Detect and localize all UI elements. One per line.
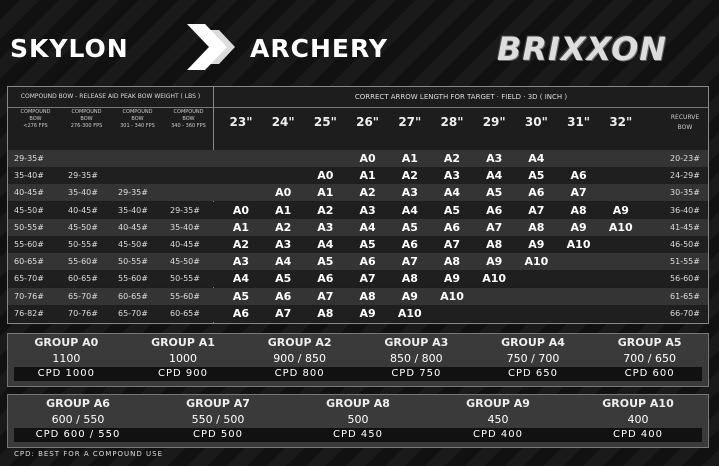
table-row — [8, 253, 708, 270]
group-spine: 850 / 800 — [389, 352, 443, 365]
bow-weight-cell: 65-70# — [118, 308, 148, 318]
group-cell: A6 — [275, 289, 292, 303]
group-cell: A0 — [232, 203, 250, 217]
group-cell: A4 — [232, 272, 250, 286]
group-cell: A9 — [443, 272, 461, 286]
group-cell: A3 — [443, 169, 461, 183]
group-cell: A10 — [397, 306, 422, 320]
header — [0, 0, 719, 86]
bow-weight-cell: 70-76# — [14, 291, 44, 301]
compound-header: COMPOUND BOW <276 FPS — [20, 109, 51, 129]
group-cell: A8 — [528, 220, 545, 234]
group-cell: A1 — [232, 220, 250, 234]
bow-weight-cell: 40-45# — [170, 240, 200, 249]
length-header: 24" — [271, 115, 295, 129]
bow-weight-cell: 65-70# — [68, 291, 98, 301]
group-cpd: CPD 800 — [274, 368, 325, 379]
group-cell: A8 — [486, 238, 503, 251]
table-row — [8, 305, 708, 322]
group-cell: A7 — [401, 255, 418, 269]
group-cpd: CPD 750 — [391, 368, 442, 379]
group-cell: A7 — [317, 289, 334, 303]
recurve-weight-cell: 20-23# — [670, 154, 700, 163]
group-cell: A8 — [443, 255, 461, 269]
bow-weight-cell: 35-40# — [14, 171, 44, 181]
length-header: 27" — [398, 115, 422, 129]
group-cell: A2 — [359, 186, 376, 200]
recurve-weight-cell: 30-35# — [670, 188, 700, 198]
compound-title: COMPOUND BOW - RELEASE AID PEAK BOW WEIGHT ( LBS ) — [8, 87, 213, 108]
group-cpd: CPD 600 — [624, 368, 675, 379]
group-cell: A6 — [486, 203, 503, 217]
groups-section-top — [7, 333, 709, 387]
group-cell: A4 — [528, 152, 545, 165]
group-cell: A0 — [317, 169, 334, 183]
bow-weight-cell: 55-60# — [170, 291, 200, 301]
group-name: GROUP A6 — [46, 397, 110, 410]
group-cell: A9 — [528, 238, 545, 251]
group-cell: A2 — [317, 203, 334, 217]
group-cell: A6 — [232, 306, 250, 320]
recurve-weight-cell: 36-40# — [670, 205, 700, 215]
target-title: CORRECT ARROW LENGTH FOR TARGET · FIELD · 3D ( INCH ) — [214, 87, 708, 108]
group-spine: 1000 — [168, 352, 197, 365]
bow-weight-cell: 50-55# — [14, 222, 44, 232]
group-name: GROUP A4 — [501, 336, 565, 349]
group-spine: 450 — [487, 413, 509, 426]
brand-skylon: SKYLON — [10, 34, 129, 63]
bow-weight-cell: 60-65# — [170, 308, 200, 318]
recurve-weight-cell: 24-29# — [670, 171, 700, 181]
group-cell: A0 — [359, 152, 376, 165]
footnote: CPD: BEST FOR A COMPOUND USE — [14, 450, 164, 458]
bow-weight-cell: 60-65# — [14, 257, 44, 267]
bow-weight-cell: 55-60# — [14, 240, 44, 249]
recurve-weight-cell: 56-60# — [670, 274, 700, 284]
group-cell: A6 — [528, 186, 545, 200]
group-cell: A10 — [482, 272, 507, 286]
group-cell: A1 — [317, 186, 334, 200]
group-name: GROUP A0 — [34, 336, 99, 349]
group-cell: A7 — [570, 186, 587, 200]
compound-header: COMPOUND BOW 301 - 340 FPS — [120, 109, 155, 129]
length-header: 32" — [609, 115, 633, 129]
group-cell: A8 — [401, 272, 418, 286]
brixxon-logo: BRIXXON — [496, 30, 668, 68]
group-cell: A5 — [232, 289, 250, 303]
recurve-weight-cell: 66-70# — [670, 308, 700, 318]
group-cell: A3 — [317, 220, 334, 234]
group-cell: A6 — [317, 272, 334, 286]
group-cell: A2 — [443, 152, 461, 165]
compound-header: COMPOUND BOW 340 - 360 FPS — [171, 109, 206, 129]
group-cell: A10 — [608, 220, 633, 234]
bow-weight-cell: 65-70# — [14, 274, 44, 284]
group-cell: A10 — [440, 289, 464, 303]
group-cell: A5 — [401, 220, 418, 234]
bow-weight-cell: 40-45# — [14, 188, 44, 198]
length-header: 29" — [482, 115, 506, 129]
group-cell: A2 — [275, 220, 292, 234]
group-cell: A10 — [524, 255, 549, 269]
length-header: 25" — [313, 115, 337, 129]
bow-weight-cell: 35-40# — [118, 205, 148, 215]
table-row — [8, 150, 708, 167]
group-spine: 750 / 700 — [506, 352, 560, 365]
bow-weight-cell: 29-35# — [118, 188, 148, 198]
group-name: GROUP A2 — [267, 336, 332, 349]
group-spine: 1100 — [52, 352, 81, 365]
group-cell: A9 — [359, 306, 376, 320]
group-cell: A9 — [570, 220, 587, 234]
group-cpd: CPD 900 — [157, 368, 208, 379]
group-cell: A4 — [401, 203, 418, 217]
group-cpd: CPD 450 — [333, 429, 383, 440]
group-cell: A3 — [359, 203, 376, 217]
recurve-weight-cell: 51-55# — [670, 257, 700, 267]
bow-weight-cell: 50-55# — [118, 257, 148, 267]
brand-archery: ARCHERY — [250, 34, 388, 63]
group-cell: A0 — [275, 186, 292, 200]
groups-section-bottom — [7, 394, 709, 448]
recurve-header: RECURVE BOW — [670, 114, 700, 131]
group-cell: A7 — [359, 272, 376, 286]
group-cell: A5 — [359, 238, 376, 251]
group-name: GROUP A8 — [326, 397, 390, 410]
recurve-weight-cell: 41-45# — [670, 222, 700, 232]
length-header: 30" — [524, 115, 548, 129]
table-row — [8, 184, 708, 201]
group-cell: A2 — [401, 169, 418, 183]
table-row — [8, 167, 708, 184]
bow-weight-cell: 55-60# — [68, 257, 98, 267]
bow-weight-cell: 29-35# — [68, 171, 98, 181]
table-row — [8, 270, 708, 287]
group-cell: A9 — [401, 289, 418, 303]
group-spine: 900 / 850 — [273, 352, 326, 365]
group-spine: 550 / 500 — [191, 413, 245, 426]
group-cell: A8 — [570, 203, 587, 217]
bow-weight-cell: 35-40# — [170, 222, 200, 232]
group-name: GROUP A7 — [186, 397, 250, 410]
bow-weight-cell: 40-45# — [68, 205, 98, 215]
bow-weight-cell: 60-65# — [118, 291, 148, 301]
bow-weight-cell: 45-50# — [118, 240, 148, 249]
table-row — [8, 236, 708, 253]
group-cpd: CPD 600 / 550 — [35, 429, 121, 440]
group-spine: 400 — [627, 413, 649, 426]
length-header: 26" — [356, 115, 380, 129]
group-cell: A6 — [401, 238, 418, 251]
bow-weight-cell: 55-60# — [118, 274, 148, 284]
group-cell: A1 — [359, 169, 376, 183]
group-cell: A4 — [317, 238, 334, 251]
group-cell: A7 — [275, 306, 292, 320]
group-cell: A9 — [486, 255, 503, 269]
group-cell: A5 — [275, 272, 292, 286]
group-cell: A5 — [317, 255, 334, 269]
length-header: 28" — [440, 115, 464, 129]
group-cell: A9 — [612, 203, 629, 217]
group-cell: A3 — [232, 255, 250, 269]
group-name: GROUP A10 — [602, 397, 674, 410]
table-row — [8, 288, 708, 305]
group-cell: A3 — [486, 152, 503, 165]
group-name: GROUP A9 — [466, 397, 530, 410]
group-cell: A1 — [275, 203, 292, 217]
group-cell: A7 — [486, 220, 503, 234]
group-cpd: CPD 500 — [193, 429, 243, 440]
bow-weight-cell: 35-40# — [68, 188, 98, 198]
group-spine: 500 — [347, 413, 369, 426]
group-cpd: CPD 400 — [473, 429, 523, 440]
group-cell: A4 — [275, 255, 292, 269]
bow-weight-cell: 29-35# — [14, 154, 44, 163]
arrow-selection-table — [7, 86, 709, 324]
group-cell: A5 — [486, 186, 503, 200]
group-cell: A1 — [401, 152, 418, 165]
length-header: 23" — [229, 115, 253, 129]
group-cell: A8 — [359, 289, 376, 303]
group-cell: A5 — [528, 169, 545, 183]
group-name: GROUP A3 — [384, 336, 449, 349]
group-cell: A3 — [275, 238, 292, 251]
bow-weight-cell: 70-76# — [68, 308, 98, 318]
group-spine: 600 / 550 — [51, 413, 105, 426]
group-name: GROUP A5 — [617, 336, 682, 349]
group-cpd: CPD 1000 — [37, 368, 95, 379]
group-cell: A10 — [566, 238, 591, 251]
group-cell: A4 — [486, 169, 503, 183]
bow-weight-cell: 45-50# — [14, 205, 44, 215]
group-cell: A6 — [443, 220, 461, 234]
group-cell: A5 — [443, 203, 461, 217]
bow-weight-cell: 60-65# — [68, 274, 98, 284]
bow-weight-cell: 29-35# — [170, 205, 200, 215]
length-header: 31" — [567, 115, 591, 129]
bow-weight-cell: 50-55# — [170, 274, 200, 284]
group-cell: A2 — [232, 238, 250, 251]
group-name: GROUP A1 — [151, 336, 215, 349]
group-cpd: CPD 400 — [613, 429, 663, 440]
bow-weight-cell: 50-55# — [68, 240, 98, 249]
group-cell: A6 — [570, 169, 587, 183]
compound-header: COMPOUND BOW 276-300 FPS — [70, 109, 103, 129]
group-cell: A8 — [317, 306, 334, 320]
group-cell: A4 — [443, 186, 461, 200]
group-spine: 700 / 650 — [623, 352, 676, 365]
table-row — [8, 202, 708, 219]
bow-weight-cell: 40-45# — [118, 222, 148, 232]
table-row — [8, 219, 708, 236]
bow-weight-cell: 45-50# — [170, 257, 200, 267]
group-cell: A6 — [359, 255, 376, 269]
bow-weight-cell: 45-50# — [68, 222, 98, 232]
recurve-weight-cell: 46-50# — [670, 240, 700, 249]
group-cell: A3 — [401, 186, 418, 200]
bow-weight-cell: 76-82# — [14, 308, 44, 318]
recurve-weight-cell: 61-65# — [670, 291, 700, 301]
group-cell: A7 — [528, 203, 545, 217]
group-cpd: CPD 650 — [507, 368, 558, 379]
skylon-logo-icon — [183, 18, 245, 76]
group-cell: A7 — [443, 238, 461, 251]
group-cell: A4 — [359, 220, 376, 234]
